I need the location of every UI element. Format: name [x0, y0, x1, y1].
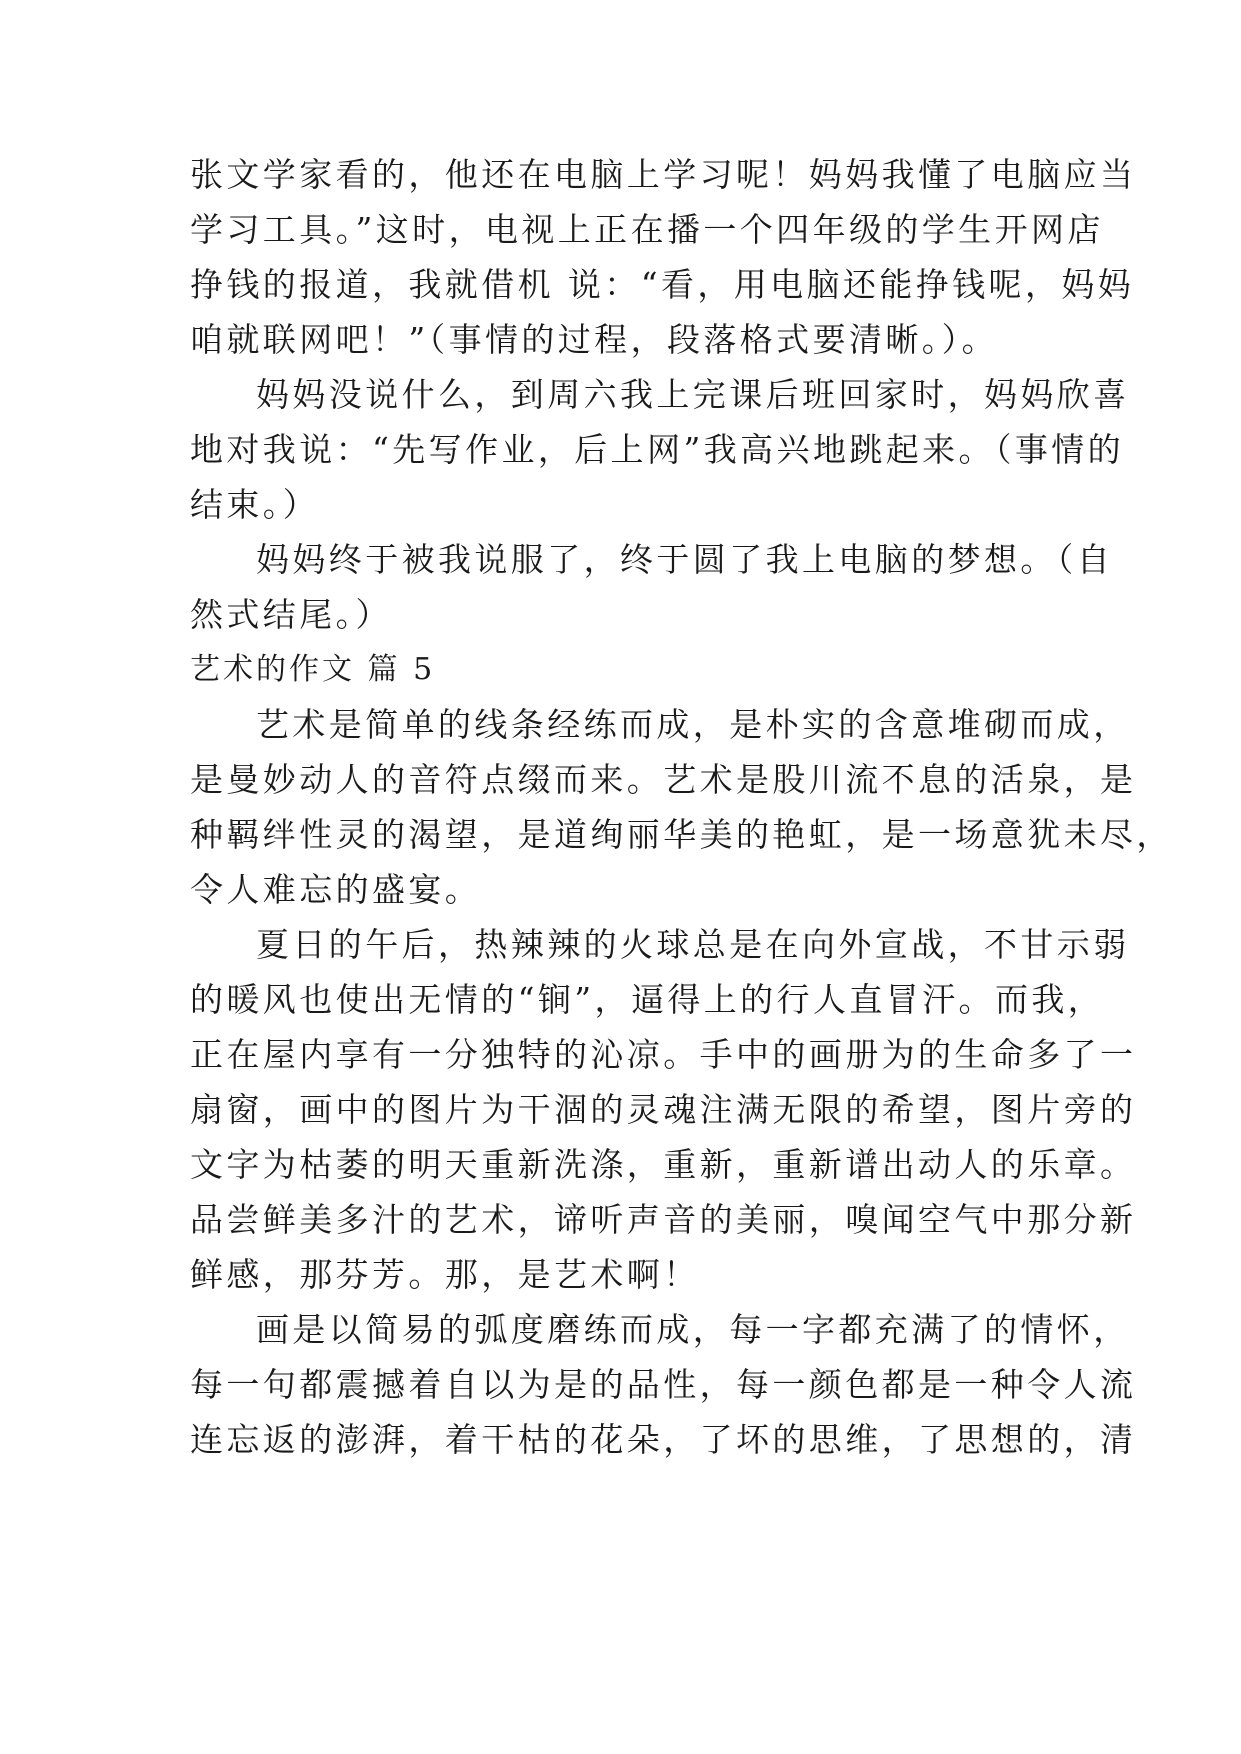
- text-line: 扇窗，画中的图片为干涸的灵魂注满无限的希望，图片旁的: [190, 1090, 1137, 1129]
- text-line: 是曼妙动人的音符点缀而来。艺术是股川流不息的活泉，是: [190, 760, 1137, 799]
- text-line: 夏日的午后，热辣辣的火球总是在向外宣战，不甘示弱: [256, 925, 1130, 964]
- text-line: 文字为枯萎的明天重新洗涤，重新，重新谱出动人的乐章。: [190, 1145, 1137, 1184]
- text-line: 每一句都震撼着自以为是的品性，每一颜色都是一种令人流: [190, 1365, 1137, 1404]
- text-line: 地对我说：“先写作业，后上网”我高兴地跳起来。（事情的: [190, 430, 1125, 469]
- text-line: 连忘返的澎湃，着干枯的花朵，了坏的思维，了思想的，清: [190, 1420, 1137, 1459]
- text-line: 挣钱的报道，我就借机 说：“看，用电脑还能挣钱呢，妈妈: [190, 265, 1135, 304]
- section-heading: 艺术的作文 篇 5: [190, 652, 436, 687]
- text-line: 妈妈终于被我说服了，终于圆了我上电脑的梦想。（自: [256, 540, 1114, 579]
- text-line: 画是以简易的弧度磨练而成，每一字都充满了的情怀，: [256, 1310, 1130, 1349]
- text-line: 妈妈没说什么，到周六我上完课后班回家时，妈妈欣喜: [256, 375, 1130, 414]
- text-line: 学习工具。”这时，电视上正在播一个四年级的学生开网店: [190, 210, 1104, 249]
- text-line: 种羁绊性灵的渴望，是道绚丽华美的艳虹，是一场意犹未尽，: [190, 815, 1173, 854]
- text-line: 张文学家看的，他还在电脑上学习呢！妈妈我懂了电脑应当: [190, 155, 1137, 194]
- text-line: 令人难忘的盛宴。: [190, 870, 482, 909]
- text-line: 鲜感，那芬芳。那，是艺术啊！: [190, 1255, 700, 1294]
- text-line: 品尝鲜美多汁的艺术，谛听声音的美丽，嗅闻空气中那分新: [190, 1200, 1137, 1239]
- text-line: 艺术是简单的线条经练而成，是朴实的含意堆砌而成，: [256, 705, 1130, 744]
- text-line: 正在屋内享有一分独特的沁凉。手中的画册为的生命多了一: [190, 1035, 1137, 1074]
- text-line: 结束。）: [190, 485, 320, 524]
- text-line: 然式结尾。）: [190, 595, 392, 634]
- text-line: 咱就联网吧！”（事情的过程，段落格式要清晰。）。: [190, 320, 998, 359]
- text-line: 的暖风也使出无情的“锏”，逼得上的行人直冒汗。而我，: [190, 980, 1105, 1019]
